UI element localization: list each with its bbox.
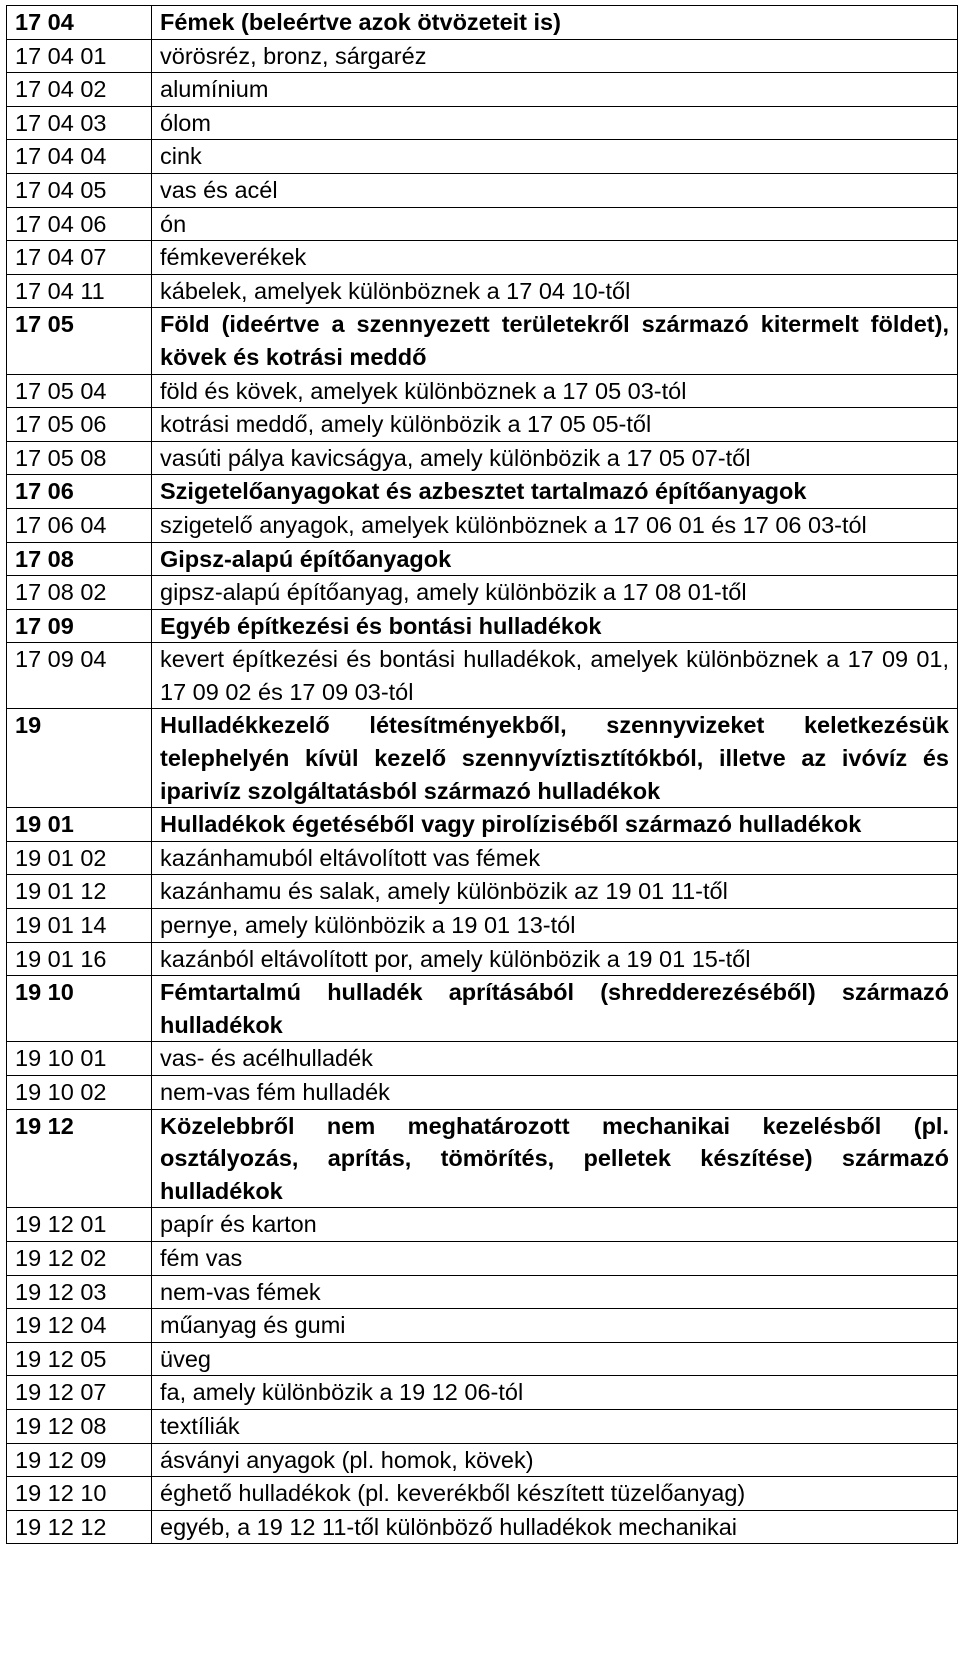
waste-description-cell: műanyag és gumi (152, 1309, 958, 1343)
waste-code-cell: 17 06 (7, 475, 152, 509)
waste-code-cell: 19 01 (7, 808, 152, 842)
waste-description-cell: szigetelő anyagok, amelyek különböznek a 17 06 01 és 17 06 03-tól (152, 508, 958, 542)
category-row (7, 542, 958, 576)
waste-code-cell: 19 01 16 (7, 942, 152, 976)
waste-code-cell: 19 (7, 709, 152, 808)
table-row (7, 1409, 958, 1443)
category-row (7, 709, 958, 808)
table-row (7, 207, 958, 241)
waste-description-cell: fa, amely különbözik a 19 12 06-tól (152, 1376, 958, 1410)
table-row (7, 241, 958, 275)
category-row (7, 6, 958, 40)
waste-code-cell: 17 08 (7, 542, 152, 576)
waste-code-cell: 17 04 (7, 6, 152, 40)
waste-code-cell: 17 04 04 (7, 140, 152, 174)
waste-code-table (6, 5, 958, 1544)
waste-description-cell: ón (152, 207, 958, 241)
table-row (7, 1241, 958, 1275)
waste-code-cell: 17 04 06 (7, 207, 152, 241)
waste-description-cell: Hulladékok égetéséből vagy pirolíziséből származó hulladékok (152, 808, 958, 842)
waste-description-cell: Föld (ideértve a szennyezett területekről származó kitermelt földet), kövek és kotrási meddő (152, 308, 958, 374)
table-row (7, 643, 958, 709)
waste-description-cell: Fémek (beleértve azok ötvözeteit is) (152, 6, 958, 40)
waste-code-cell: 19 12 03 (7, 1275, 152, 1309)
waste-code-cell: 17 05 08 (7, 441, 152, 475)
waste-code-cell: 19 12 07 (7, 1376, 152, 1410)
table-row (7, 1309, 958, 1343)
waste-code-cell: 19 10 01 (7, 1042, 152, 1076)
table-row (7, 508, 958, 542)
waste-code-cell: 17 04 01 (7, 39, 152, 73)
waste-code-cell: 19 12 05 (7, 1342, 152, 1376)
waste-code-cell: 17 04 02 (7, 73, 152, 107)
table-row (7, 274, 958, 308)
table-row (7, 1275, 958, 1309)
waste-description-cell: pernye, amely különbözik a 19 01 13-tól (152, 909, 958, 943)
waste-description-cell: kevert építkezési és bontási hulladékok, amelyek különböznek a 17 09 01, 17 09 02 és 17 09 03-tól (152, 643, 958, 709)
table-row (7, 1443, 958, 1477)
waste-description-cell: kazánból eltávolított por, amely különbözik a 19 01 15-től (152, 942, 958, 976)
category-row (7, 976, 958, 1042)
waste-description-cell: fémkeverékek (152, 241, 958, 275)
waste-description-cell: föld és kövek, amelyek különböznek a 17 05 03-tól (152, 374, 958, 408)
table-row (7, 408, 958, 442)
waste-code-cell: 19 10 (7, 976, 152, 1042)
table-row (7, 875, 958, 909)
table-row (7, 942, 958, 976)
waste-code-cell: 19 01 14 (7, 909, 152, 943)
category-row (7, 609, 958, 643)
waste-code-cell: 19 12 10 (7, 1477, 152, 1511)
table-row (7, 374, 958, 408)
waste-code-cell: 17 09 04 (7, 643, 152, 709)
table-row (7, 173, 958, 207)
category-row (7, 1109, 958, 1208)
waste-description-cell: nem-vas fémek (152, 1275, 958, 1309)
table-row (7, 1510, 958, 1544)
table-row (7, 1376, 958, 1410)
waste-description-cell: vörösréz, bronz, sárgaréz (152, 39, 958, 73)
waste-code-cell: 19 12 04 (7, 1309, 152, 1343)
waste-description-cell: Szigetelőanyagokat és azbesztet tartalmazó építőanyagok (152, 475, 958, 509)
table-row (7, 106, 958, 140)
table-row (7, 441, 958, 475)
waste-code-cell: 17 05 04 (7, 374, 152, 408)
waste-code-cell: 17 05 (7, 308, 152, 374)
waste-description-cell: cink (152, 140, 958, 174)
waste-code-cell: 17 09 (7, 609, 152, 643)
waste-description-cell: Fémtartalmú hulladék aprításából (shredderezéséből) származó hulladékok (152, 976, 958, 1042)
waste-description-cell: kazánhamu és salak, amely különbözik az 19 01 11-től (152, 875, 958, 909)
waste-description-cell: üveg (152, 1342, 958, 1376)
table-row (7, 39, 958, 73)
waste-description-cell: kábelek, amelyek különböznek a 17 04 10-től (152, 274, 958, 308)
waste-description-cell: Gipsz-alapú építőanyagok (152, 542, 958, 576)
waste-description-cell: ásványi anyagok (pl. homok, kövek) (152, 1443, 958, 1477)
table-row (7, 140, 958, 174)
waste-description-cell: egyéb, a 19 12 11-től különböző hulladékok mechanikai (152, 1510, 958, 1544)
table-row (7, 1477, 958, 1511)
waste-description-cell: textíliák (152, 1409, 958, 1443)
waste-description-cell: kazánhamuból eltávolított vas fémek (152, 841, 958, 875)
waste-description-cell: ólom (152, 106, 958, 140)
waste-code-cell: 17 04 11 (7, 274, 152, 308)
waste-code-cell: 17 04 05 (7, 173, 152, 207)
waste-description-cell: Közelebbről nem meghatározott mechanikai kezelésből (pl. osztályozás, aprítás, tömörítés, pelletek készítése) származó hulladékok (152, 1109, 958, 1208)
waste-code-cell: 19 12 08 (7, 1409, 152, 1443)
category-row (7, 475, 958, 509)
waste-code-cell: 19 12 (7, 1109, 152, 1208)
waste-description-cell: vas és acél (152, 173, 958, 207)
table-row (7, 841, 958, 875)
waste-code-cell: 17 05 06 (7, 408, 152, 442)
waste-code-cell: 17 08 02 (7, 576, 152, 610)
waste-code-cell: 19 10 02 (7, 1076, 152, 1110)
waste-code-cell: 19 01 02 (7, 841, 152, 875)
waste-description-cell: papír és karton (152, 1208, 958, 1242)
table-row (7, 1342, 958, 1376)
table-row (7, 73, 958, 107)
waste-description-cell: nem-vas fém hulladék (152, 1076, 958, 1110)
waste-code-cell: 17 06 04 (7, 508, 152, 542)
waste-description-cell: kotrási meddő, amely különbözik a 17 05 05-től (152, 408, 958, 442)
waste-code-cell: 17 04 07 (7, 241, 152, 275)
category-row (7, 308, 958, 374)
table-row (7, 1076, 958, 1110)
waste-code-cell: 19 01 12 (7, 875, 152, 909)
waste-description-cell: vasúti pálya kavicságya, amely különbözik a 17 05 07-től (152, 441, 958, 475)
table-row (7, 1208, 958, 1242)
table-row (7, 576, 958, 610)
waste-description-cell: alumínium (152, 73, 958, 107)
waste-code-cell: 19 12 02 (7, 1241, 152, 1275)
table-row (7, 909, 958, 943)
waste-description-cell: éghető hulladékok (pl. keverékből készített tüzelőanyag) (152, 1477, 958, 1511)
waste-description-cell: fém vas (152, 1241, 958, 1275)
waste-description-cell: gipsz-alapú építőanyag, amely különbözik a 17 08 01-től (152, 576, 958, 610)
waste-code-cell: 19 12 01 (7, 1208, 152, 1242)
waste-description-cell: Egyéb építkezési és bontási hulladékok (152, 609, 958, 643)
waste-code-cell: 19 12 12 (7, 1510, 152, 1544)
waste-description-cell: vas- és acélhulladék (152, 1042, 958, 1076)
waste-code-table-body (7, 6, 958, 1544)
category-row (7, 808, 958, 842)
table-row (7, 1042, 958, 1076)
waste-code-cell: 19 12 09 (7, 1443, 152, 1477)
waste-code-cell: 17 04 03 (7, 106, 152, 140)
waste-description-cell: Hulladékkezelő létesítményekből, szennyvizeket keletkezésük telephelyén kívül kezelő szennyvíztisztítókból, illetve az ivóvíz és iparivíz szolgáltatásból származó hulladékok (152, 709, 958, 808)
